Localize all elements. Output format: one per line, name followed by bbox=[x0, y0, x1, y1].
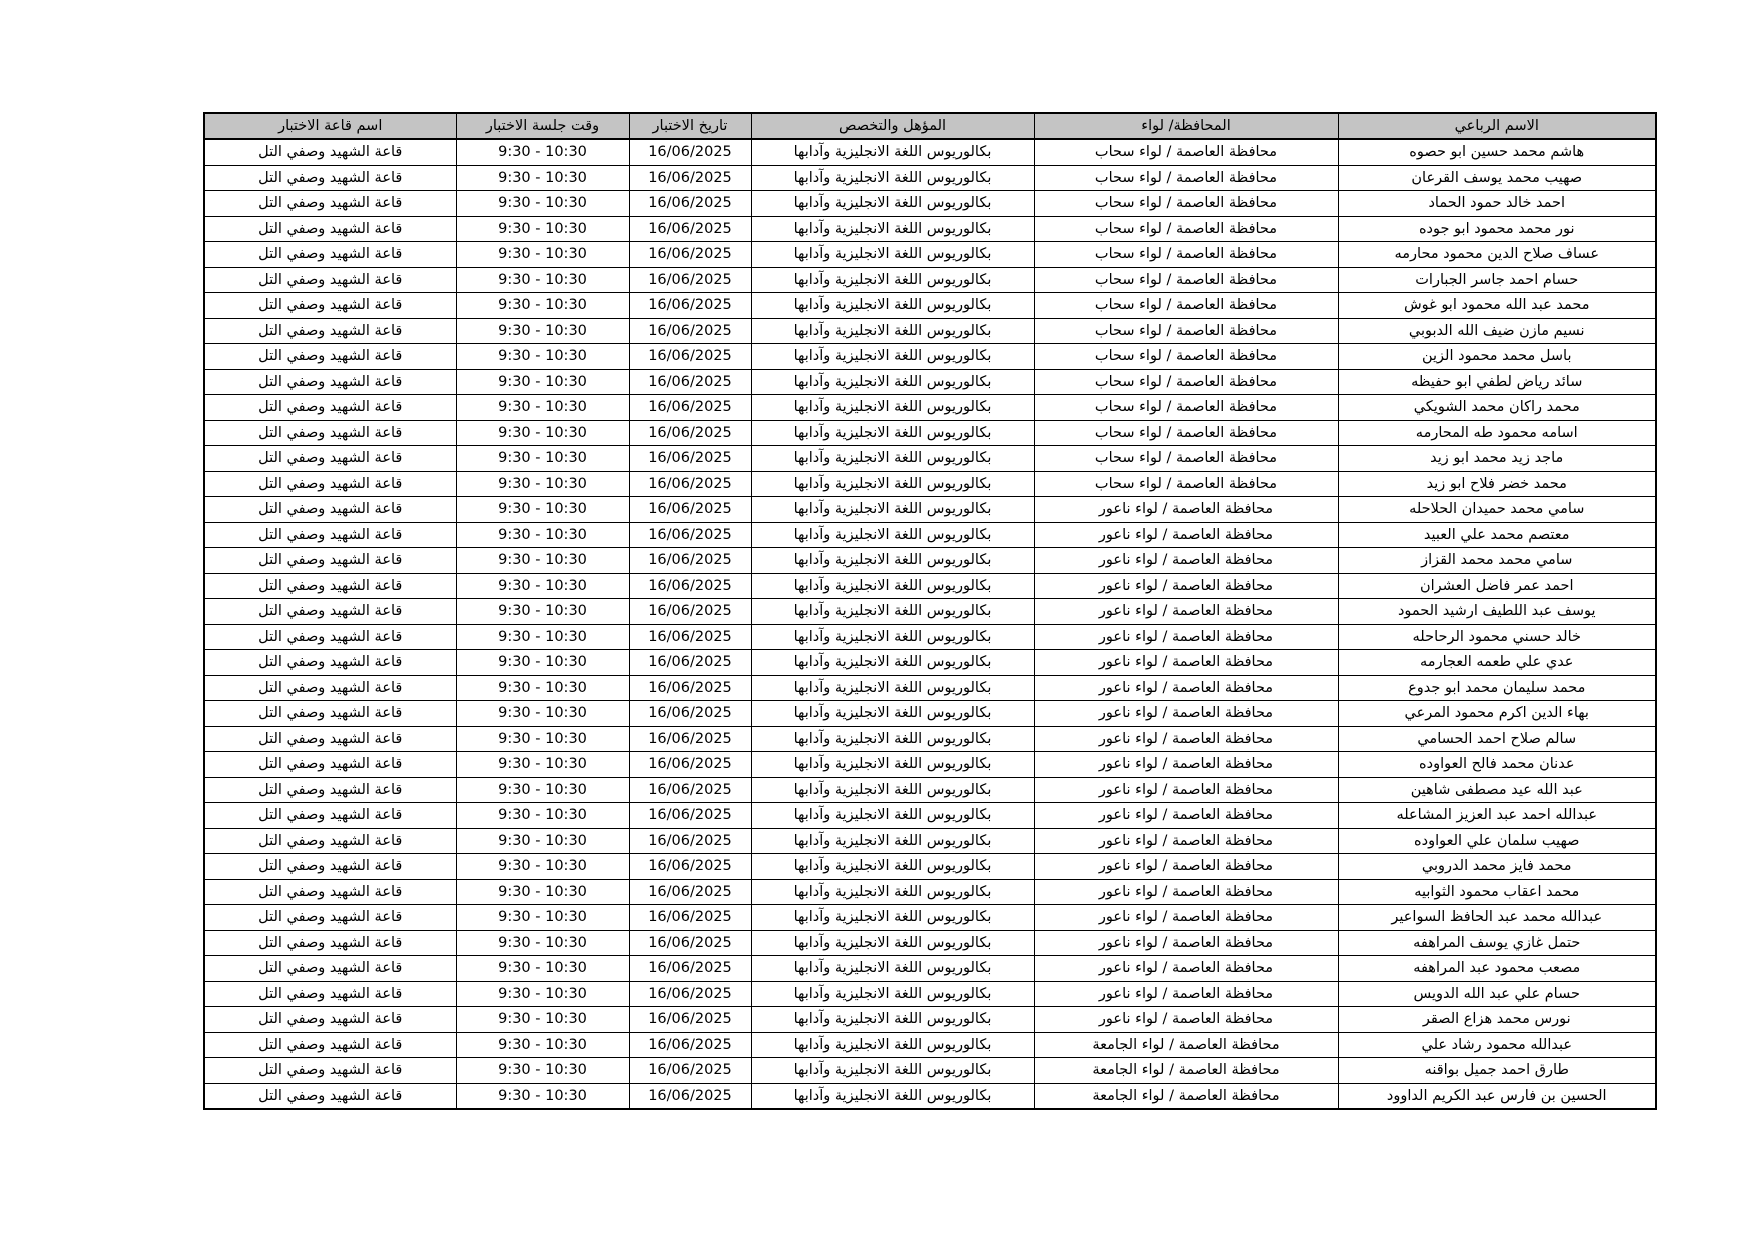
cell-region: محافظة العاصمة / لواء ناعور bbox=[1034, 777, 1338, 803]
cell-name: الحسين بن فارس عبد الكريم الداوود bbox=[1338, 1083, 1656, 1109]
cell-region: محافظة العاصمة / لواء سحاب bbox=[1034, 242, 1338, 268]
cell-region: محافظة العاصمة / لواء ناعور bbox=[1034, 726, 1338, 752]
cell-hall: قاعة الشهيد وصفي التل bbox=[204, 216, 456, 242]
cell-qualification: بكالوريوس اللغة الانجليزية وآدابها bbox=[751, 777, 1034, 803]
cell-name: باسل محمد محمود الزين bbox=[1338, 344, 1656, 370]
table-row bbox=[204, 395, 1656, 421]
cell-hall: قاعة الشهيد وصفي التل bbox=[204, 599, 456, 625]
cell-time: 9:30 - 10:30 bbox=[456, 854, 629, 880]
header-region: المحافظة/ لواء bbox=[1034, 113, 1338, 139]
cell-date: 16/06/2025 bbox=[629, 650, 751, 676]
cell-date: 16/06/2025 bbox=[629, 624, 751, 650]
cell-hall: قاعة الشهيد وصفي التل bbox=[204, 293, 456, 319]
cell-hall: قاعة الشهيد وصفي التل bbox=[204, 573, 456, 599]
header-time: وقت جلسة الاختبار bbox=[456, 113, 629, 139]
cell-qualification: بكالوريوس اللغة الانجليزية وآدابها bbox=[751, 905, 1034, 931]
cell-region: محافظة العاصمة / لواء ناعور bbox=[1034, 905, 1338, 931]
cell-region: محافظة العاصمة / لواء سحاب bbox=[1034, 471, 1338, 497]
cell-date: 16/06/2025 bbox=[629, 446, 751, 472]
cell-hall: قاعة الشهيد وصفي التل bbox=[204, 675, 456, 701]
cell-time: 9:30 - 10:30 bbox=[456, 905, 629, 931]
cell-hall: قاعة الشهيد وصفي التل bbox=[204, 446, 456, 472]
cell-name: عبد الله عيد مصطفى شاهين bbox=[1338, 777, 1656, 803]
table-row bbox=[204, 905, 1656, 931]
cell-region: محافظة العاصمة / لواء ناعور bbox=[1034, 956, 1338, 982]
cell-date: 16/06/2025 bbox=[629, 522, 751, 548]
table-row bbox=[204, 242, 1656, 268]
cell-name: عبدالله محمود رشاد علي bbox=[1338, 1032, 1656, 1058]
cell-time: 9:30 - 10:30 bbox=[456, 981, 629, 1007]
cell-date: 16/06/2025 bbox=[629, 318, 751, 344]
cell-qualification: بكالوريوس اللغة الانجليزية وآدابها bbox=[751, 548, 1034, 574]
cell-name: معتصم محمد علي العبيد bbox=[1338, 522, 1656, 548]
table-row bbox=[204, 573, 1656, 599]
table-row bbox=[204, 318, 1656, 344]
cell-qualification: بكالوريوس اللغة الانجليزية وآدابها bbox=[751, 701, 1034, 727]
cell-date: 16/06/2025 bbox=[629, 139, 751, 165]
cell-time: 9:30 - 10:30 bbox=[456, 216, 629, 242]
table-row bbox=[204, 930, 1656, 956]
cell-name: نورس محمد هزاع الصقر bbox=[1338, 1007, 1656, 1033]
cell-hall: قاعة الشهيد وصفي التل bbox=[204, 548, 456, 574]
cell-region: محافظة العاصمة / لواء سحاب bbox=[1034, 293, 1338, 319]
cell-time: 9:30 - 10:30 bbox=[456, 471, 629, 497]
cell-date: 16/06/2025 bbox=[629, 395, 751, 421]
table-row bbox=[204, 752, 1656, 778]
cell-qualification: بكالوريوس اللغة الانجليزية وآدابها bbox=[751, 1007, 1034, 1033]
cell-name: سامي محمد محمد القزاز bbox=[1338, 548, 1656, 574]
cell-hall: قاعة الشهيد وصفي التل bbox=[204, 930, 456, 956]
cell-hall: قاعة الشهيد وصفي التل bbox=[204, 395, 456, 421]
header-row bbox=[204, 113, 1656, 139]
table-row bbox=[204, 420, 1656, 446]
cell-name: سامي محمد حميدان الحلاحله bbox=[1338, 497, 1656, 523]
cell-region: محافظة العاصمة / لواء ناعور bbox=[1034, 573, 1338, 599]
cell-date: 16/06/2025 bbox=[629, 1032, 751, 1058]
cell-time: 9:30 - 10:30 bbox=[456, 344, 629, 370]
cell-hall: قاعة الشهيد وصفي التل bbox=[204, 905, 456, 931]
cell-qualification: بكالوريوس اللغة الانجليزية وآدابها bbox=[751, 650, 1034, 676]
cell-name: عدي علي طعمه العجارمه bbox=[1338, 650, 1656, 676]
cell-time: 9:30 - 10:30 bbox=[456, 956, 629, 982]
cell-name: سائد رياض لطفي ابو حفيظه bbox=[1338, 369, 1656, 395]
cell-hall: قاعة الشهيد وصفي التل bbox=[204, 267, 456, 293]
cell-name: صهيب سلمان علي العواوده bbox=[1338, 828, 1656, 854]
cell-qualification: بكالوريوس اللغة الانجليزية وآدابها bbox=[751, 956, 1034, 982]
cell-time: 9:30 - 10:30 bbox=[456, 497, 629, 523]
cell-hall: قاعة الشهيد وصفي التل bbox=[204, 471, 456, 497]
table-row bbox=[204, 522, 1656, 548]
cell-qualification: بكالوريوس اللغة الانجليزية وآدابها bbox=[751, 471, 1034, 497]
table-row bbox=[204, 981, 1656, 1007]
table-row bbox=[204, 1058, 1656, 1084]
cell-qualification: بكالوريوس اللغة الانجليزية وآدابها bbox=[751, 879, 1034, 905]
cell-region: محافظة العاصمة / لواء سحاب bbox=[1034, 165, 1338, 191]
cell-qualification: بكالوريوس اللغة الانجليزية وآدابها bbox=[751, 497, 1034, 523]
cell-region: محافظة العاصمة / لواء سحاب bbox=[1034, 267, 1338, 293]
cell-name: محمد سليمان محمد ابو جدوع bbox=[1338, 675, 1656, 701]
cell-date: 16/06/2025 bbox=[629, 573, 751, 599]
cell-region: محافظة العاصمة / لواء ناعور bbox=[1034, 981, 1338, 1007]
table-row bbox=[204, 139, 1656, 165]
cell-date: 16/06/2025 bbox=[629, 599, 751, 625]
cell-time: 9:30 - 10:30 bbox=[456, 293, 629, 319]
cell-date: 16/06/2025 bbox=[629, 854, 751, 880]
table-row bbox=[204, 803, 1656, 829]
cell-date: 16/06/2025 bbox=[629, 981, 751, 1007]
cell-time: 9:30 - 10:30 bbox=[456, 242, 629, 268]
cell-date: 16/06/2025 bbox=[629, 752, 751, 778]
cell-region: محافظة العاصمة / لواء سحاب bbox=[1034, 139, 1338, 165]
exam-schedule-sheet bbox=[203, 112, 1655, 1110]
cell-region: محافظة العاصمة / لواء ناعور bbox=[1034, 675, 1338, 701]
cell-time: 9:30 - 10:30 bbox=[456, 420, 629, 446]
table-row bbox=[204, 344, 1656, 370]
table-row bbox=[204, 471, 1656, 497]
cell-time: 9:30 - 10:30 bbox=[456, 318, 629, 344]
table-row bbox=[204, 165, 1656, 191]
cell-hall: قاعة الشهيد وصفي التل bbox=[204, 1083, 456, 1109]
cell-time: 9:30 - 10:30 bbox=[456, 726, 629, 752]
cell-region: محافظة العاصمة / لواء ناعور bbox=[1034, 1007, 1338, 1033]
cell-name: بهاء الدين اكرم محمود المرعي bbox=[1338, 701, 1656, 727]
cell-qualification: بكالوريوس اللغة الانجليزية وآدابها bbox=[751, 981, 1034, 1007]
cell-qualification: بكالوريوس اللغة الانجليزية وآدابها bbox=[751, 395, 1034, 421]
cell-qualification: بكالوريوس اللغة الانجليزية وآدابها bbox=[751, 726, 1034, 752]
cell-name: طارق احمد جميل بواقنه bbox=[1338, 1058, 1656, 1084]
cell-name: حتمل غازي يوسف المراهفه bbox=[1338, 930, 1656, 956]
cell-region: محافظة العاصمة / لواء ناعور bbox=[1034, 650, 1338, 676]
cell-time: 9:30 - 10:30 bbox=[456, 446, 629, 472]
cell-time: 9:30 - 10:30 bbox=[456, 165, 629, 191]
cell-name: سالم صلاح احمد الحسامي bbox=[1338, 726, 1656, 752]
table-row bbox=[204, 624, 1656, 650]
table-row bbox=[204, 854, 1656, 880]
cell-region: محافظة العاصمة / لواء الجامعة bbox=[1034, 1058, 1338, 1084]
table-row bbox=[204, 497, 1656, 523]
cell-qualification: بكالوريوس اللغة الانجليزية وآدابها bbox=[751, 1058, 1034, 1084]
table-row bbox=[204, 675, 1656, 701]
cell-time: 9:30 - 10:30 bbox=[456, 522, 629, 548]
cell-hall: قاعة الشهيد وصفي التل bbox=[204, 777, 456, 803]
cell-qualification: بكالوريوس اللغة الانجليزية وآدابها bbox=[751, 216, 1034, 242]
cell-time: 9:30 - 10:30 bbox=[456, 139, 629, 165]
header-date: تاريخ الاختبار bbox=[629, 113, 751, 139]
cell-qualification: بكالوريوس اللغة الانجليزية وآدابها bbox=[751, 1032, 1034, 1058]
cell-region: محافظة العاصمة / لواء ناعور bbox=[1034, 701, 1338, 727]
cell-date: 16/06/2025 bbox=[629, 191, 751, 217]
cell-name: محمد عبد الله محمود ابو غوش bbox=[1338, 293, 1656, 319]
cell-qualification: بكالوريوس اللغة الانجليزية وآدابها bbox=[751, 624, 1034, 650]
cell-name: عساف صلاح الدين محمود محارمه bbox=[1338, 242, 1656, 268]
cell-name: احمد عمر فاضل العشران bbox=[1338, 573, 1656, 599]
cell-hall: قاعة الشهيد وصفي التل bbox=[204, 497, 456, 523]
cell-region: محافظة العاصمة / لواء الجامعة bbox=[1034, 1032, 1338, 1058]
cell-qualification: بكالوريوس اللغة الانجليزية وآدابها bbox=[751, 573, 1034, 599]
cell-date: 16/06/2025 bbox=[629, 471, 751, 497]
cell-qualification: بكالوريوس اللغة الانجليزية وآدابها bbox=[751, 344, 1034, 370]
cell-qualification: بكالوريوس اللغة الانجليزية وآدابها bbox=[751, 420, 1034, 446]
cell-qualification: بكالوريوس اللغة الانجليزية وآدابها bbox=[751, 318, 1034, 344]
cell-region: محافظة العاصمة / لواء ناعور bbox=[1034, 599, 1338, 625]
cell-name: محمد راكان محمد الشويكي bbox=[1338, 395, 1656, 421]
cell-hall: قاعة الشهيد وصفي التل bbox=[204, 1007, 456, 1033]
cell-region: محافظة العاصمة / لواء سحاب bbox=[1034, 420, 1338, 446]
table-row bbox=[204, 1032, 1656, 1058]
cell-region: محافظة العاصمة / لواء سحاب bbox=[1034, 395, 1338, 421]
cell-region: محافظة العاصمة / لواء سحاب bbox=[1034, 191, 1338, 217]
table-row bbox=[204, 548, 1656, 574]
cell-qualification: بكالوريوس اللغة الانجليزية وآدابها bbox=[751, 675, 1034, 701]
cell-region: محافظة العاصمة / لواء ناعور bbox=[1034, 497, 1338, 523]
cell-region: محافظة العاصمة / لواء ناعور bbox=[1034, 522, 1338, 548]
cell-date: 16/06/2025 bbox=[629, 420, 751, 446]
cell-name: نور محمد محمود ابو جوده bbox=[1338, 216, 1656, 242]
cell-hall: قاعة الشهيد وصفي التل bbox=[204, 981, 456, 1007]
table-row bbox=[204, 1007, 1656, 1033]
cell-date: 16/06/2025 bbox=[629, 726, 751, 752]
cell-name: محمد فايز محمد الدروبي bbox=[1338, 854, 1656, 880]
cell-hall: قاعة الشهيد وصفي التل bbox=[204, 879, 456, 905]
table-row bbox=[204, 446, 1656, 472]
exam-schedule-table bbox=[203, 112, 1657, 1110]
cell-date: 16/06/2025 bbox=[629, 701, 751, 727]
cell-time: 9:30 - 10:30 bbox=[456, 752, 629, 778]
cell-hall: قاعة الشهيد وصفي التل bbox=[204, 828, 456, 854]
cell-time: 9:30 - 10:30 bbox=[456, 1083, 629, 1109]
cell-date: 16/06/2025 bbox=[629, 879, 751, 905]
cell-hall: قاعة الشهيد وصفي التل bbox=[204, 369, 456, 395]
cell-name: خالد حسني محمود الرحاحله bbox=[1338, 624, 1656, 650]
table-row bbox=[204, 650, 1656, 676]
cell-time: 9:30 - 10:30 bbox=[456, 1032, 629, 1058]
cell-hall: قاعة الشهيد وصفي التل bbox=[204, 752, 456, 778]
cell-time: 9:30 - 10:30 bbox=[456, 701, 629, 727]
cell-time: 9:30 - 10:30 bbox=[456, 624, 629, 650]
cell-date: 16/06/2025 bbox=[629, 548, 751, 574]
cell-region: محافظة العاصمة / لواء ناعور bbox=[1034, 930, 1338, 956]
cell-name: حسام علي عبد الله الدويس bbox=[1338, 981, 1656, 1007]
table-row bbox=[204, 1083, 1656, 1109]
cell-time: 9:30 - 10:30 bbox=[456, 573, 629, 599]
cell-region: محافظة العاصمة / لواء سحاب bbox=[1034, 216, 1338, 242]
cell-region: محافظة العاصمة / لواء ناعور bbox=[1034, 752, 1338, 778]
cell-region: محافظة العاصمة / لواء سحاب bbox=[1034, 446, 1338, 472]
cell-qualification: بكالوريوس اللغة الانجليزية وآدابها bbox=[751, 599, 1034, 625]
cell-qualification: بكالوريوس اللغة الانجليزية وآدابها bbox=[751, 139, 1034, 165]
table-row bbox=[204, 216, 1656, 242]
cell-name: احمد خالد حمود الحماد bbox=[1338, 191, 1656, 217]
cell-date: 16/06/2025 bbox=[629, 267, 751, 293]
cell-name: نسيم مازن ضيف الله الدبوبي bbox=[1338, 318, 1656, 344]
cell-region: محافظة العاصمة / لواء ناعور bbox=[1034, 879, 1338, 905]
table-row bbox=[204, 267, 1656, 293]
cell-region: محافظة العاصمة / لواء سحاب bbox=[1034, 344, 1338, 370]
cell-name: عدنان محمد فالح العواوده bbox=[1338, 752, 1656, 778]
cell-hall: قاعة الشهيد وصفي التل bbox=[204, 522, 456, 548]
header-hall: اسم قاعة الاختبار bbox=[204, 113, 456, 139]
cell-date: 16/06/2025 bbox=[629, 293, 751, 319]
cell-time: 9:30 - 10:30 bbox=[456, 1058, 629, 1084]
cell-qualification: بكالوريوس اللغة الانجليزية وآدابها bbox=[751, 854, 1034, 880]
cell-region: محافظة العاصمة / لواء ناعور bbox=[1034, 828, 1338, 854]
cell-region: محافظة العاصمة / لواء الجامعة bbox=[1034, 1083, 1338, 1109]
cell-name: عبدالله محمد عبد الحافظ السواعير bbox=[1338, 905, 1656, 931]
cell-hall: قاعة الشهيد وصفي التل bbox=[204, 726, 456, 752]
cell-hall: قاعة الشهيد وصفي التل bbox=[204, 624, 456, 650]
cell-date: 16/06/2025 bbox=[629, 956, 751, 982]
table-row bbox=[204, 599, 1656, 625]
cell-time: 9:30 - 10:30 bbox=[456, 675, 629, 701]
cell-hall: قاعة الشهيد وصفي التل bbox=[204, 191, 456, 217]
table-row bbox=[204, 369, 1656, 395]
cell-time: 9:30 - 10:30 bbox=[456, 803, 629, 829]
cell-date: 16/06/2025 bbox=[629, 242, 751, 268]
table-row bbox=[204, 293, 1656, 319]
cell-date: 16/06/2025 bbox=[629, 1058, 751, 1084]
cell-time: 9:30 - 10:30 bbox=[456, 395, 629, 421]
cell-time: 9:30 - 10:30 bbox=[456, 369, 629, 395]
cell-date: 16/06/2025 bbox=[629, 344, 751, 370]
cell-qualification: بكالوريوس اللغة الانجليزية وآدابها bbox=[751, 930, 1034, 956]
cell-name: حسام احمد جاسر الجبارات bbox=[1338, 267, 1656, 293]
cell-qualification: بكالوريوس اللغة الانجليزية وآدابها bbox=[751, 267, 1034, 293]
cell-qualification: بكالوريوس اللغة الانجليزية وآدابها bbox=[751, 369, 1034, 395]
cell-date: 16/06/2025 bbox=[629, 216, 751, 242]
cell-date: 16/06/2025 bbox=[629, 165, 751, 191]
cell-qualification: بكالوريوس اللغة الانجليزية وآدابها bbox=[751, 191, 1034, 217]
cell-date: 16/06/2025 bbox=[629, 803, 751, 829]
cell-hall: قاعة الشهيد وصفي التل bbox=[204, 803, 456, 829]
cell-hall: قاعة الشهيد وصفي التل bbox=[204, 139, 456, 165]
cell-qualification: بكالوريوس اللغة الانجليزية وآدابها bbox=[751, 165, 1034, 191]
cell-qualification: بكالوريوس اللغة الانجليزية وآدابها bbox=[751, 803, 1034, 829]
cell-qualification: بكالوريوس اللغة الانجليزية وآدابها bbox=[751, 242, 1034, 268]
cell-qualification: بكالوريوس اللغة الانجليزية وآدابها bbox=[751, 752, 1034, 778]
cell-qualification: بكالوريوس اللغة الانجليزية وآدابها bbox=[751, 446, 1034, 472]
cell-hall: قاعة الشهيد وصفي التل bbox=[204, 701, 456, 727]
table-row bbox=[204, 956, 1656, 982]
cell-region: محافظة العاصمة / لواء ناعور bbox=[1034, 548, 1338, 574]
cell-name: محمد خضر فلاح ابو زيد bbox=[1338, 471, 1656, 497]
cell-date: 16/06/2025 bbox=[629, 828, 751, 854]
table-row bbox=[204, 777, 1656, 803]
cell-date: 16/06/2025 bbox=[629, 905, 751, 931]
header-qualification: المؤهل والتخصص bbox=[751, 113, 1034, 139]
cell-region: محافظة العاصمة / لواء ناعور bbox=[1034, 854, 1338, 880]
cell-region: محافظة العاصمة / لواء سحاب bbox=[1034, 318, 1338, 344]
cell-name: عبدالله احمد عبد العزيز المشاعله bbox=[1338, 803, 1656, 829]
cell-time: 9:30 - 10:30 bbox=[456, 777, 629, 803]
cell-name: اسامه محمود طه المحارمه bbox=[1338, 420, 1656, 446]
cell-name: مصعب محمود عبد المراهفه bbox=[1338, 956, 1656, 982]
cell-hall: قاعة الشهيد وصفي التل bbox=[204, 344, 456, 370]
table-row bbox=[204, 828, 1656, 854]
table-row bbox=[204, 191, 1656, 217]
cell-qualification: بكالوريوس اللغة الانجليزية وآدابها bbox=[751, 293, 1034, 319]
table-row bbox=[204, 701, 1656, 727]
cell-time: 9:30 - 10:30 bbox=[456, 267, 629, 293]
cell-date: 16/06/2025 bbox=[629, 675, 751, 701]
cell-hall: قاعة الشهيد وصفي التل bbox=[204, 956, 456, 982]
cell-name: هاشم محمد حسين ابو حصوه bbox=[1338, 139, 1656, 165]
cell-hall: قاعة الشهيد وصفي التل bbox=[204, 1058, 456, 1084]
cell-date: 16/06/2025 bbox=[629, 777, 751, 803]
cell-time: 9:30 - 10:30 bbox=[456, 879, 629, 905]
cell-hall: قاعة الشهيد وصفي التل bbox=[204, 1032, 456, 1058]
cell-hall: قاعة الشهيد وصفي التل bbox=[204, 854, 456, 880]
cell-date: 16/06/2025 bbox=[629, 497, 751, 523]
cell-qualification: بكالوريوس اللغة الانجليزية وآدابها bbox=[751, 828, 1034, 854]
cell-qualification: بكالوريوس اللغة الانجليزية وآدابها bbox=[751, 1083, 1034, 1109]
cell-time: 9:30 - 10:30 bbox=[456, 191, 629, 217]
cell-hall: قاعة الشهيد وصفي التل bbox=[204, 242, 456, 268]
cell-name: يوسف عبد اللطيف ارشيد الحمود bbox=[1338, 599, 1656, 625]
table-row bbox=[204, 879, 1656, 905]
cell-region: محافظة العاصمة / لواء ناعور bbox=[1034, 624, 1338, 650]
cell-date: 16/06/2025 bbox=[629, 1007, 751, 1033]
cell-hall: قاعة الشهيد وصفي التل bbox=[204, 318, 456, 344]
cell-hall: قاعة الشهيد وصفي التل bbox=[204, 650, 456, 676]
cell-time: 9:30 - 10:30 bbox=[456, 548, 629, 574]
cell-region: محافظة العاصمة / لواء ناعور bbox=[1034, 803, 1338, 829]
cell-time: 9:30 - 10:30 bbox=[456, 1007, 629, 1033]
cell-qualification: بكالوريوس اللغة الانجليزية وآدابها bbox=[751, 522, 1034, 548]
cell-name: محمد اعقاب محمود الثوابيه bbox=[1338, 879, 1656, 905]
cell-hall: قاعة الشهيد وصفي التل bbox=[204, 420, 456, 446]
cell-date: 16/06/2025 bbox=[629, 1083, 751, 1109]
cell-time: 9:30 - 10:30 bbox=[456, 828, 629, 854]
cell-date: 16/06/2025 bbox=[629, 930, 751, 956]
cell-name: ماجد زيد محمد ابو زيد bbox=[1338, 446, 1656, 472]
cell-name: صهيب محمد يوسف القرعان bbox=[1338, 165, 1656, 191]
cell-date: 16/06/2025 bbox=[629, 369, 751, 395]
header-name: الاسم الرباعي bbox=[1338, 113, 1656, 139]
cell-time: 9:30 - 10:30 bbox=[456, 599, 629, 625]
cell-time: 9:30 - 10:30 bbox=[456, 650, 629, 676]
cell-time: 9:30 - 10:30 bbox=[456, 930, 629, 956]
cell-region: محافظة العاصمة / لواء سحاب bbox=[1034, 369, 1338, 395]
table-row bbox=[204, 726, 1656, 752]
cell-hall: قاعة الشهيد وصفي التل bbox=[204, 165, 456, 191]
